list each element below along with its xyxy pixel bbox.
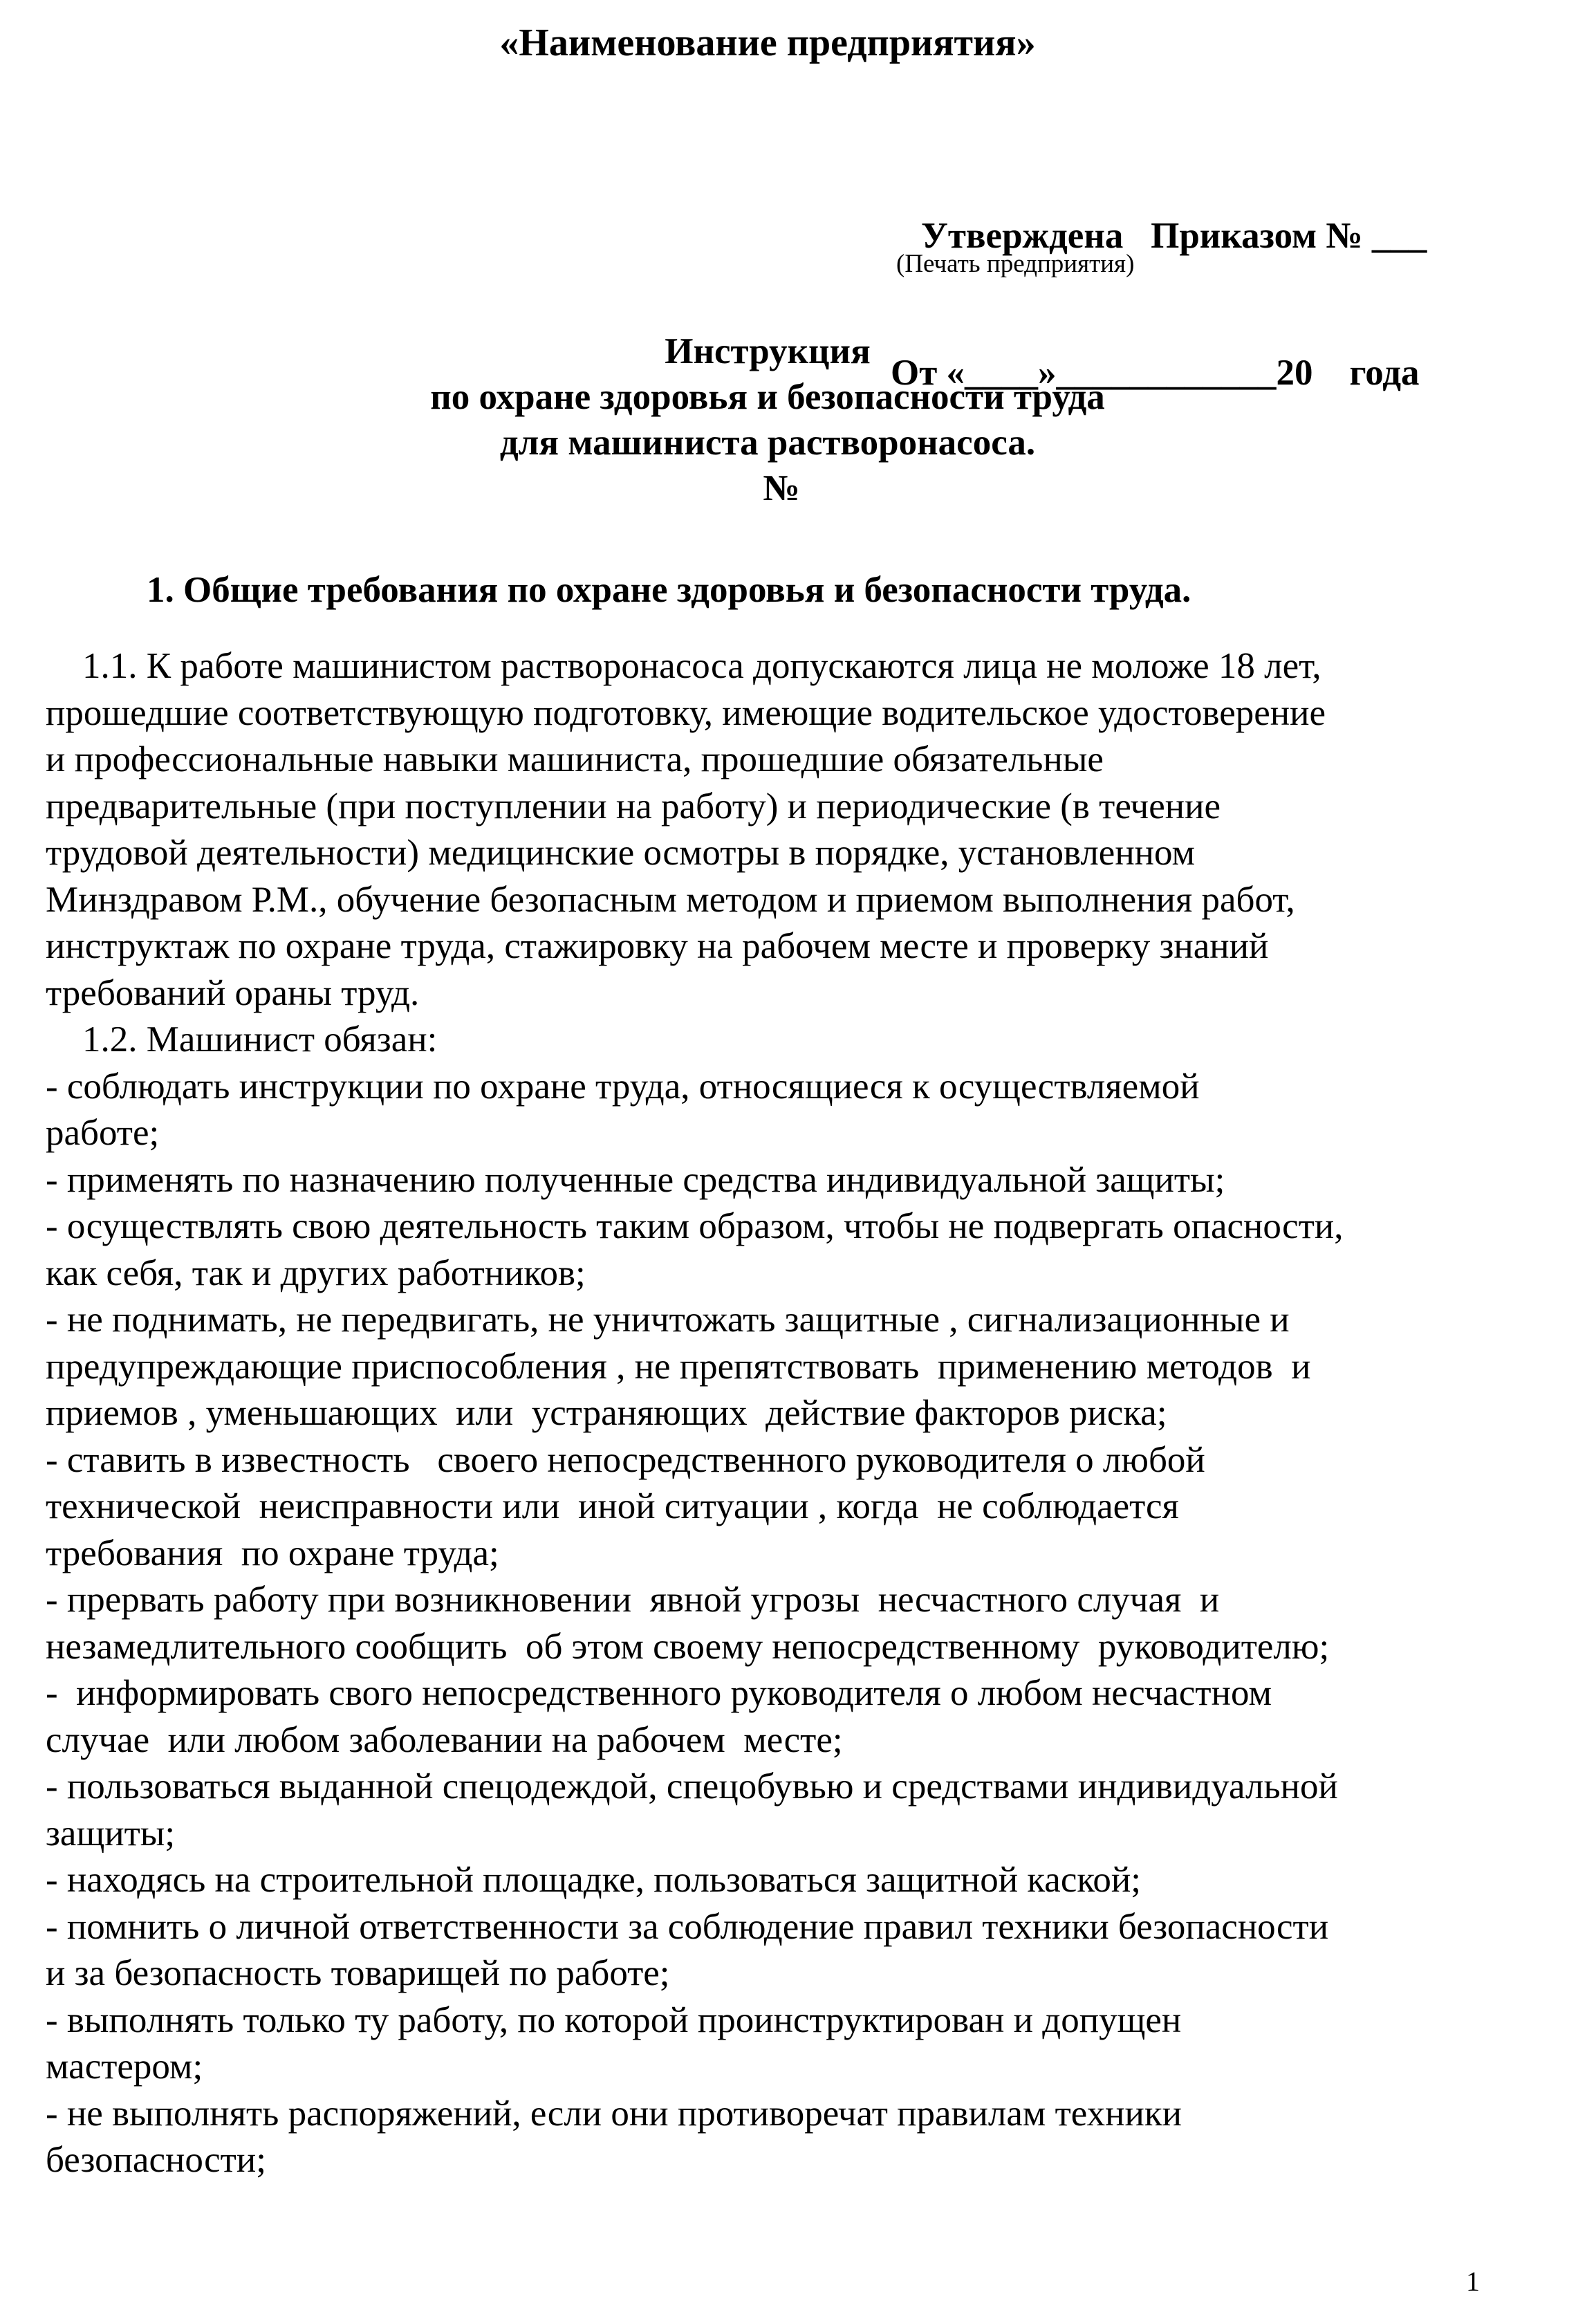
body-line: - пользоваться выданной спецодеждой, спецобувью и средствами индивидуальной <box>46 1766 1338 1807</box>
enterprise-name: «Наименование предприятия» <box>499 21 1036 64</box>
section-heading: 1. Общие требования по охране здоровья и безопасности труда. <box>147 570 1191 610</box>
body-line: предупреждающие приспособления , не препятствовать применению методов и <box>46 1346 1311 1387</box>
title-line-2: по охране здоровья и безопасности труда <box>430 377 1105 417</box>
body-line: и за безопасность товарищей по работе; <box>46 1953 670 1993</box>
body-line: - информировать свого непосредственного руководителя о любом несчастном <box>46 1673 1272 1713</box>
body-line: Минздравом Р.М., обучение безопасным методом и приемом выполнения работ, <box>46 879 1295 920</box>
body-line: - помнить о личной ответственности за соблюдение правил техники безопасности <box>46 1906 1329 1947</box>
body-line: - применять по назначению полученные средства индивидуальной защиты; <box>46 1159 1225 1200</box>
body-line: предварительные (при поступлении на работу) и периодические (в течение <box>46 786 1221 826</box>
approval-date-line: От «____»____________20 года <box>891 353 1420 393</box>
stamp-note: (Печать предприятия) <box>896 250 1135 278</box>
body-line: - соблюдать инструкции по охране труда, относящиеся к осуществляемой <box>46 1066 1200 1107</box>
title-number: № <box>763 468 800 508</box>
document-title <box>0 329 1535 511</box>
approval-order-line: Утверждена Приказом № ___ <box>921 216 1427 256</box>
body-line: безопасности; <box>46 2140 266 2180</box>
page-number: 1 <box>1466 2266 1480 2297</box>
body-line: - ставить в известность своего непосредственного руководителя о любой <box>46 1439 1205 1480</box>
body-line: - находясь на строительной площадке, пользоваться защитной каской; <box>46 1860 1141 1900</box>
body-line: и профессиональные навыки машиниста, прошедшие обязательные <box>46 739 1104 779</box>
body-text <box>46 643 1567 2184</box>
body-line: случае или любом заболевании на рабочем месте; <box>46 1719 843 1760</box>
body-line: 1.2. Машинист обязан: <box>46 1019 438 1060</box>
body-line: инструктаж по охране труда, стажировку на рабочем месте и проверку знаний <box>46 926 1269 966</box>
body-line: работе; <box>46 1113 160 1153</box>
body-line: прошедшие соответствующую подготовку, имеющие водительское удостоверение <box>46 692 1326 733</box>
body-line: 1.1. К работе машинистом растворонасоса допускаются лица не моложе 18 лет, <box>46 646 1321 686</box>
body-line: - не выполнять распоряжений, если они противоречат правилам техники <box>46 2093 1182 2134</box>
body-line: - осуществлять свою деятельность таким образом, чтобы не подвергать опасности, <box>46 1206 1344 1246</box>
body-line: трудовой деятельности) медицинские осмотры в порядке, установленном <box>46 833 1196 873</box>
body-line: требований ораны труд. <box>46 972 420 1013</box>
body-line: незамедлительного сообщить об этом своему непосредственному руководителю; <box>46 1626 1330 1667</box>
body-line: - не поднимать, не передвигать, не уничтожать защитные , сигнализационные и <box>46 1300 1290 1340</box>
body-line: защиты; <box>46 1813 176 1854</box>
body-line: мастером; <box>46 2047 203 2087</box>
title-line-3: для машиниста растворонасоса. <box>499 423 1036 463</box>
body-line: - прервать работу при возникновении явной угрозы несчастного случая и <box>46 1580 1220 1620</box>
body-line: как себя, так и других работников; <box>46 1253 586 1293</box>
body-line: - выполнять только ту работу, по которой проинструктирован и допущен <box>46 1999 1182 2040</box>
body-line: технической неисправности или иной ситуации , когда не соблюдается <box>46 1486 1179 1526</box>
body-line: приемов , уменьшающих или устраняющих действие факторов риска; <box>46 1393 1167 1433</box>
title-line-1: Инструкция <box>665 331 871 371</box>
body-line: требования по охране труда; <box>46 1533 499 1573</box>
